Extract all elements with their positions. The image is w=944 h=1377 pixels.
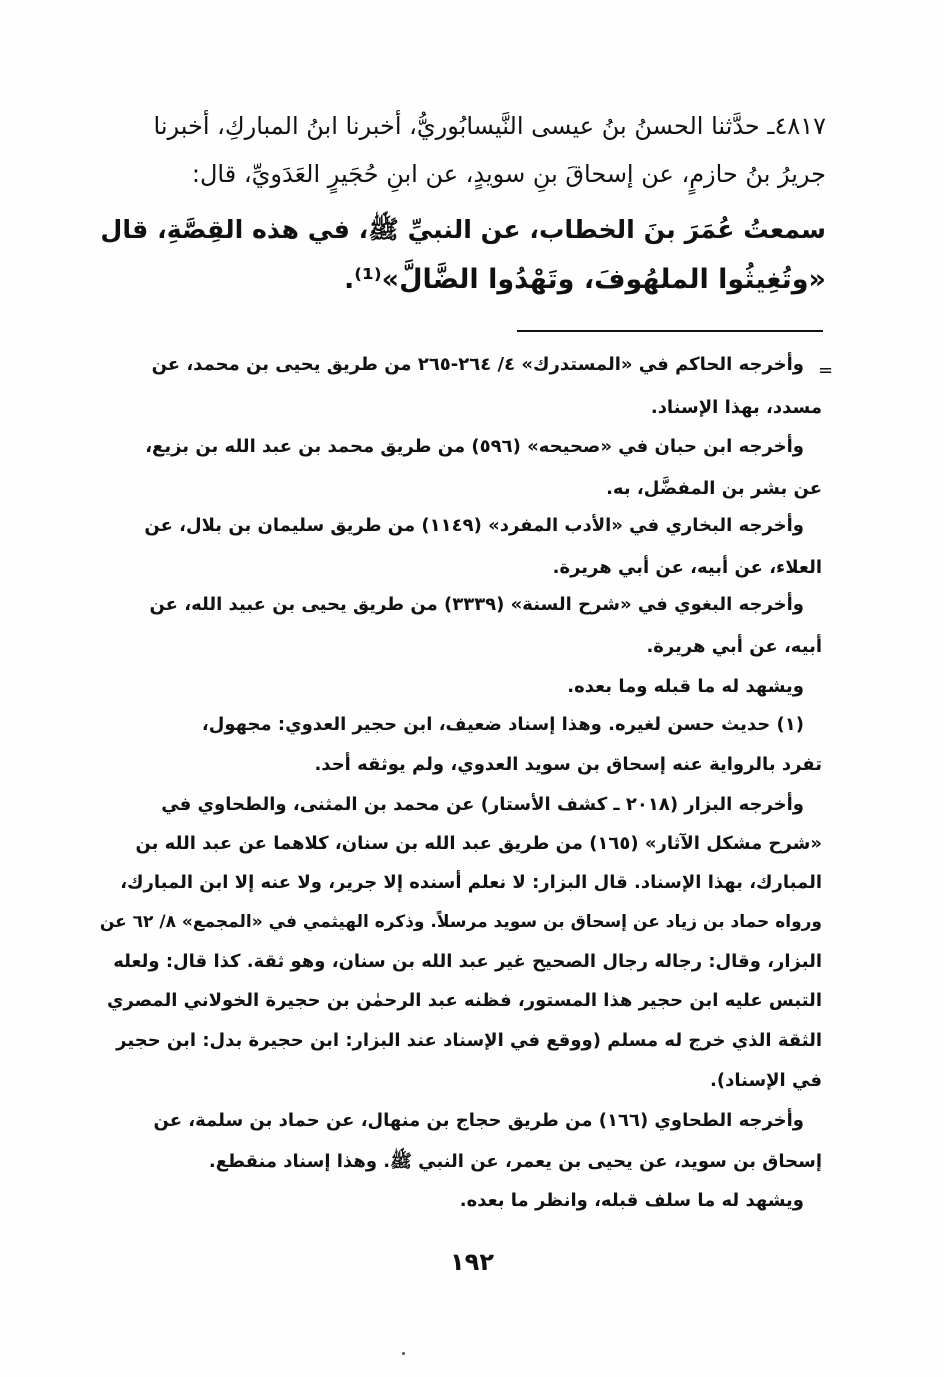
scan-speck [402, 1352, 405, 1355]
footnote-line: ويشهد له ما سلف قبله، وانظر ما بعده. [459, 1190, 804, 1211]
footnote-separator [517, 330, 823, 332]
footnote-line: مسدد، بهذا الإسناد. [650, 397, 822, 418]
footnote-line: إسحاق بن سويد، عن يحيى بن يعمر، عن النبي ﷺ. وهذا إسناد منقطع. [208, 1151, 822, 1172]
footnote-line: وأخرجه الحاكم في «المستدرك» ٤/ ٢٦٤-٢٦٥ من طريق يحيى بن محمد، عن [151, 354, 804, 375]
hadith-line-4: «وتُغِيثُوا الملهُوفَ، وتَهْدُوا الضَّالَّ»⁽¹⁾. [344, 264, 826, 295]
hadith-line-1: ٤٨١٧ـ حدَّثنا الحسنُ بنُ عيسى النَّيسابُوريُّ، أخبرنا ابنُ المباركِ، أخبرنا [153, 112, 826, 140]
footnote-line: وأخرجه الطحاوي (١٦٦) من طريق حجاج بن منهال، عن حماد بن سلمة، عن [153, 1110, 804, 1131]
hadith-line-3: سمعتُ عُمَرَ بنَ الخطاب، عن النبيِّ ﷺ، في هذه القِصَّةِ، قال [100, 215, 826, 244]
footnote-line: العلاء، عن أبيه، عن أبي هريرة. [552, 557, 822, 578]
footnote-line: المبارك، بهذا الإسناد. قال البزار: لا نعلم أسنده إلا جرير، ولا عنه إلا ابن المبارك، [120, 872, 822, 893]
footnote-line: الثقة الذي خرج له مسلم (ووقع في الإسناد عند البزار: ابن حجيرة بدل: ابن حجير [116, 1030, 822, 1051]
footnote-line: التبس عليه ابن حجير هذا المستور، فظنه عبد الرحمٰن بن حجيرة الخولاني المصري [106, 990, 822, 1011]
footnote-line: تفرد بالرواية عنه إسحاق بن سويد العدوي، ولم يوثقه أحد. [314, 754, 822, 775]
footnote-line: وأخرجه ابن حبان في «صحيحه» (٥٩٦) من طريق محمد بن عبد الله بن بزيع، [145, 436, 804, 457]
footnote-line: عن بشر بن المفضَّل، به. [606, 478, 822, 499]
footnote-line: ويشهد له ما قبله وما بعده. [567, 676, 804, 697]
footnote-line: (١) حديث حسن لغيره. وهذا إسناد ضعيف، ابن حجير العدوي: مجهول، [201, 714, 804, 735]
footnote-line: ورواه حماد بن زياد عن إسحاق بن سويد مرسلاً. وذكره الهيثمي في «المجمع» ٨/ ٦٢ عن [99, 912, 822, 932]
footnote-line: البزار، وقال: رجاله رجال الصحيح غير عبد الله بن سنان، وهو ثقة. كذا قال: ولعله [113, 951, 822, 972]
footnote-line: «شرح مشكل الآثار» (١٦٥) من طريق عبد الله بن سنان، كلاهما عن عبد الله بن [135, 833, 822, 854]
continuation-mark: = [818, 360, 834, 381]
page-number: ١٩٢ [450, 1248, 494, 1276]
footnote-line: في الإسناد). [710, 1070, 822, 1091]
footnote-line: وأخرجه البزار (٢٠١٨ ـ كشف الأستار) عن محمد بن المثنى، والطحاوي في [161, 794, 804, 815]
footnote-line: أبيه، عن أبي هريرة. [646, 636, 822, 657]
footnote-line: وأخرجه البخاري في «الأدب المفرد» (١١٤٩) من طريق سليمان بن بلال، عن [144, 515, 804, 536]
hadith-line-2: جريرُ بنُ حازمٍ، عن إسحاقَ بنِ سويدٍ، عن ابنِ حُجَيرٍ العَدَويِّ، قال: [191, 160, 826, 188]
footnote-line: وأخرجه البغوي في «شرح السنة» (٣٣٣٩) من طريق يحيى بن عبيد الله، عن [149, 594, 804, 615]
